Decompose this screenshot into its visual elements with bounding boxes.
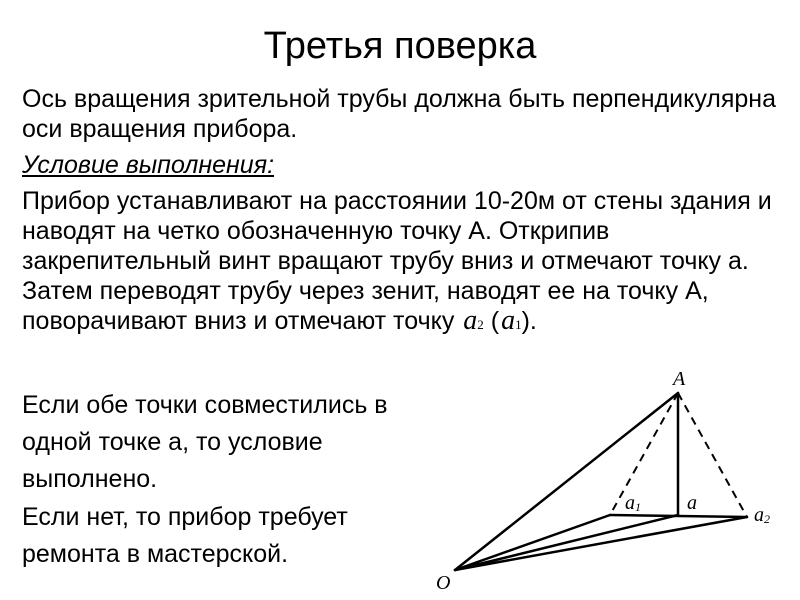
dashed-A-to-a1 [610,393,678,515]
line-o-to-a2 [455,517,747,570]
procedure-text: Прибор устанавливают на расстоянии 10-20м от стены здания и наводят на четко обозначенную точку А. Открипив закрепительный винт вращают трубу вниз и отмечают точку а. Затем переводят трубу через зенит, наводят ее на точку А, поворачивают вниз и отмечают точку [22,187,772,335]
result-fail-text: Если нет, то прибор требует ремонта в мастерской. [22,503,348,568]
base-line-a1-a2 [610,515,747,517]
label-a1: a1 [625,492,641,514]
line-o-to-a1 [455,515,610,570]
statement-text: Ось вращения зрительной трубы должна быть перпендикулярна оси вращения прибора. [22,85,777,143]
point-a1-symbol: a1 [501,305,522,336]
paren-open: ( [490,307,500,335]
label-O: O [436,572,451,594]
procedure-paragraph [22,186,782,340]
point-a2-symbol: a2 [463,305,484,336]
slide-title: Третья поверка [263,25,537,67]
geometry-figure [420,355,800,600]
label-a: a [687,492,697,514]
condition-heading: Условие выполнения: [22,151,275,179]
figure-svg [420,355,800,600]
result-ok-text: Если обе точки совместились в одной точке а, то условие выполнено. [22,391,388,493]
label-A: A [673,368,686,390]
label-a2: a2 [754,504,770,526]
paren-close: ). [521,307,537,335]
